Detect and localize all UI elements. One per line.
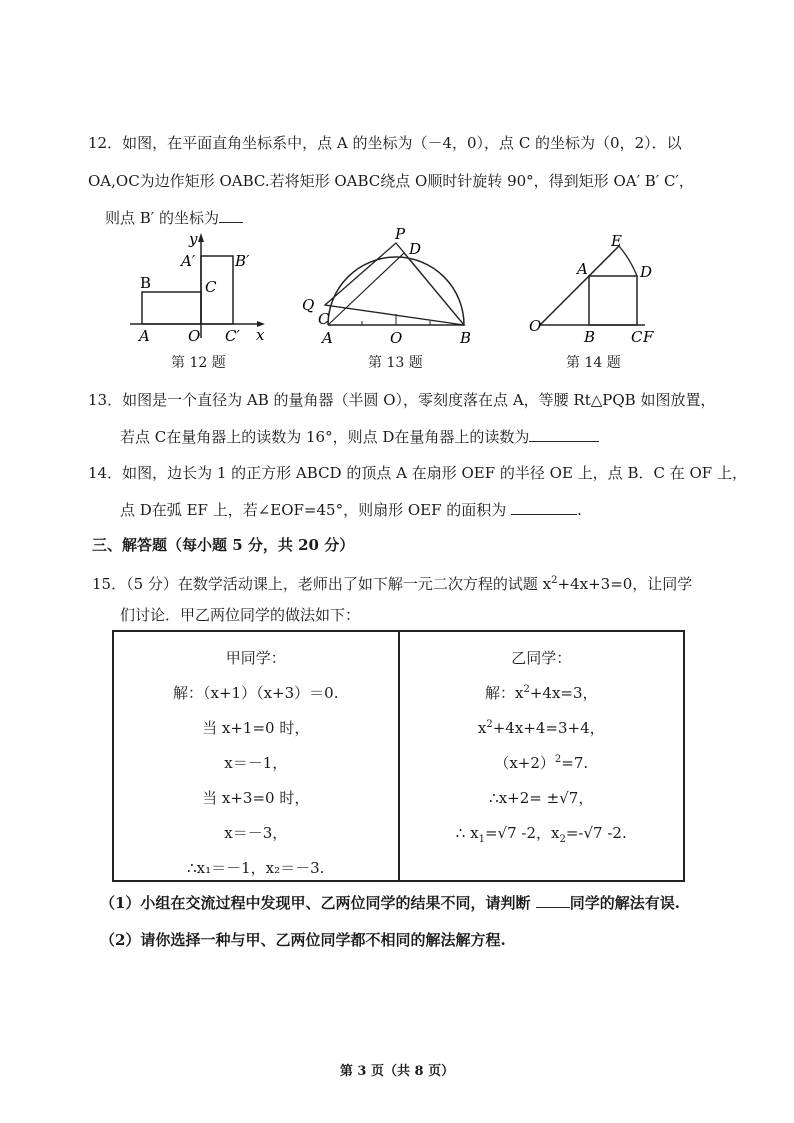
fig14-label-c: C (631, 328, 643, 346)
jia-step-1: 解：（x+1）（x+3）＝0. (173, 684, 339, 702)
fig14-label-a: A (577, 260, 588, 278)
fig14-label-f: F (643, 328, 654, 346)
caption-q12: 第 12 题 (171, 355, 226, 371)
yi-step-3: $(x+2)^2=7$. (494, 754, 589, 772)
yi-step-5: ∴ $x_1=√7$ -2，$x_2=-√7$ -2. (455, 824, 627, 845)
fig14-label-o: O (529, 317, 542, 335)
q13-line2: 若点 C在量角器上的读数为 16°，则点 D在量角器上的读数为 (120, 427, 599, 447)
jia-solution-cell (113, 631, 399, 881)
fig12-label-c-prime: C′ (225, 327, 240, 345)
fig12-label-b: B (140, 274, 152, 292)
caption-q13: 第 13 题 (368, 355, 423, 371)
figure-q12 (125, 228, 275, 348)
fig14-label-d: D (640, 263, 653, 281)
q15-line2: 们讨论．甲乙两位同学的做法如下： (120, 606, 361, 624)
yi-step-2: $x^2+4x+4=3+4$， (477, 719, 605, 737)
fig12-label-x: x (256, 326, 265, 344)
answer-blank-q14[interactable] (511, 500, 577, 515)
fig12-label-o: O (188, 327, 201, 345)
fig13-label-d: D (409, 240, 422, 258)
answer-blank-q12[interactable] (219, 208, 243, 223)
q15-line1: 15．（5 分）在数学活动课上，老师出了如下解一元二次方程的试题 $x^2+4x+3=0$，让同学 (92, 575, 693, 593)
q12-line3: 则点 B′ 的坐标为 (105, 208, 243, 228)
jia-step-3: x＝－1， (224, 754, 288, 772)
jia-step-4: 当 x+3=0 时， (202, 789, 310, 807)
q15-part2: （2）请你选择一种与甲、乙两位同学都不相同的解法解方程. (100, 931, 506, 949)
fig12-label-c: C (205, 278, 217, 296)
fig14-label-b: B (584, 328, 596, 346)
answer-blank-q13[interactable] (529, 427, 599, 442)
q14-line1: 14．如图，边长为 1 的正方形 ABCD 的顶点 A 在扇形 OEF 的半径 OE 上，点 B．C 在 OF 上， (88, 464, 747, 482)
page-footer: 第 3 页（共 8 页） (339, 1064, 455, 1079)
q12-line1: 12．如图，在平面直角坐标系中，点 A 的坐标为（－4，0），点 C 的坐标为（0，2）．以 (88, 134, 682, 152)
q13-line1: 13．如图是一个直径为 AB 的量角器（半圆 O），零刻度落在点 A，等腰 Rt△PQB 如图放置， (88, 391, 716, 409)
fig13-label-o: O (390, 329, 403, 347)
jia-step-2: 当 x+1=0 时， (202, 719, 310, 737)
answer-blank-q15-1[interactable] (536, 893, 570, 908)
figure-q13 (298, 226, 484, 350)
fig12-label-y: y (189, 230, 198, 248)
fig13-label-b: B (460, 329, 472, 347)
yi-solution-cell (399, 631, 685, 881)
fig13-label-a: A (322, 329, 333, 347)
q15-part1: （1）小组在交流过程中发现甲、乙两位同学的结果不同，请判断 同学的解法有误. (100, 894, 680, 912)
fig12-label-a: A (139, 327, 150, 345)
fig13-label-p: P (395, 226, 406, 243)
section-3-heading: 三、解答题（每小题 5 分，共 20 分） (92, 536, 355, 554)
fig12-label-a-prime: A′ (181, 252, 196, 270)
yi-title: 乙同学： (511, 649, 572, 667)
fig13-label-q: Q (302, 296, 315, 314)
fig13-label-c: C (318, 310, 330, 328)
figure-q14 (525, 232, 665, 348)
q12-line2: OA,OC为边作矩形 OABC.若将矩形 OABC绕点 O顺时针旋转 90°，得到矩形 OA′ B′ C′， (88, 172, 694, 190)
caption-q14: 第 14 题 (566, 355, 621, 371)
fig14-label-e: E (611, 232, 622, 250)
jia-step-6: ∴x₁＝－1，x₂＝－3. (187, 859, 325, 877)
jia-step-5: x＝－3， (224, 824, 288, 842)
fig12-label-b-prime: B′ (235, 252, 250, 270)
jia-title: 甲同学： (225, 649, 286, 667)
yi-step-1: 解：$x^2+4x=3$， (484, 684, 598, 702)
solution-table (112, 630, 685, 882)
q14-line2: 点 D在弧 EF 上，若∠EOF=45°，则扇形 OEF 的面积为 . (120, 501, 582, 519)
yi-step-4: ∴x+2= ±√7， (489, 789, 594, 807)
